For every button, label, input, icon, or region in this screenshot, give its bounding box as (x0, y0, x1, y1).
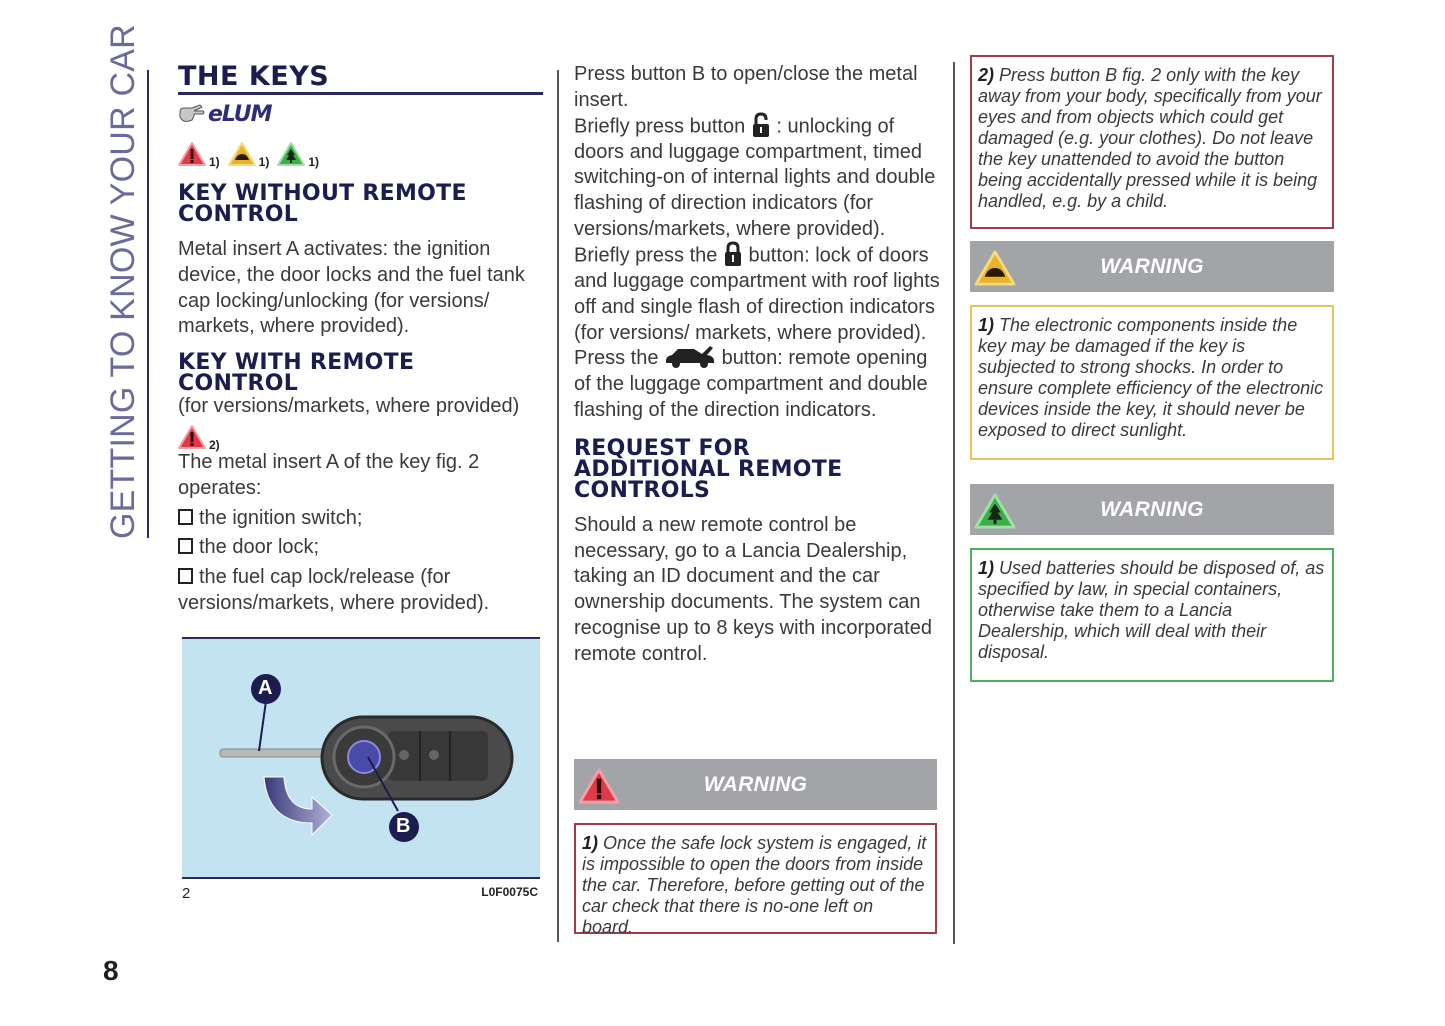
section-heading: REQUEST FOR ADDITIONAL REMOTE CONTROLS (574, 435, 843, 503)
key-fob-illustration (182, 639, 540, 877)
figure-label-b: B (396, 814, 411, 837)
warning-icons-row (178, 137, 543, 167)
green-warning-header (970, 484, 1334, 535)
paragraph: Briefly press button : unlocking of doors and luggage compartment, timed switching-on of internal lights and double flashing of direction indicators (for versions/markets, where provided). (574, 114, 940, 243)
yellow-car-triangle-icon (228, 141, 256, 167)
car-trunk-open-icon (664, 345, 716, 369)
locked-padlock-icon (723, 241, 743, 267)
unlocked-padlock-icon (751, 112, 771, 138)
list-item: the ignition switch; (178, 506, 543, 532)
red-warning-block (574, 759, 937, 937)
side-title-text: GETTING TO KNOW YOUR CAR (104, 24, 142, 539)
warning-label: WARNING (1100, 497, 1204, 521)
warning-note: 1) Used batteries should be disposed of, as specified by law, in special containers, otherwise take them to a Lancia Dealership, which will deal with their disposal. (970, 548, 1334, 682)
green-tree-triangle-icon (277, 141, 305, 167)
warning-note: 1) The electronic components inside the key may be damaged if the key is subjected to strong shocks. In order to ensure complete efficiency of the electronic devices inside the key, it should never be exposed to direct sunlight. (970, 305, 1334, 460)
red-warning-triangle-icon (578, 767, 620, 805)
red-warning-triangle-icon (178, 424, 206, 450)
footnote-ref[interactable]: 1) (308, 155, 320, 169)
footnote-ref[interactable]: 1) (209, 155, 220, 169)
column-divider-1 (557, 70, 559, 942)
elum-reference[interactable] (178, 99, 543, 129)
section-body: Should a new remote control be necessary, go to a Lancia Dealership, taking an ID document and the car ownership documents. The system can recognise up to 8 keys with incorporated remote control. (574, 513, 932, 665)
key-figure (182, 637, 540, 879)
checkbox-bullet-icon (178, 509, 193, 525)
section-key-without-remote (178, 183, 543, 340)
column-2 (574, 62, 940, 937)
figure-code: L0F0075C (481, 884, 538, 899)
warning-ref-row (178, 424, 543, 450)
column-1 (178, 62, 543, 902)
warning-label: WARNING (703, 772, 808, 796)
column-divider-2 (953, 62, 955, 944)
warning-note-2: 2) Press button B fig. 2 only with the key away from your body, specifically from your eyes and from objects which could get damaged (e.g. your clothes). Do not leave the key unattended to avoid the button being accidentally pressed while it is being handled, e.g. by a child. (970, 55, 1334, 229)
section-heading: KEY WITHOUT REMOTE CONTROL (178, 181, 467, 227)
page-number: 8 (103, 955, 119, 986)
footnote-ref[interactable]: 2) (209, 437, 220, 452)
yellow-warning-header (970, 241, 1334, 292)
figure-number: 2 (182, 884, 191, 902)
checkbox-bullet-icon (178, 568, 193, 584)
paragraph: Briefly press the button: lock of doors and luggage compartment with roof lights off and single flash of direction indicators (for versions/ markets, where provided). (574, 243, 940, 346)
side-section-title (104, 24, 144, 539)
section-body: The metal insert A of the key fig. 2 operates: (178, 450, 480, 499)
checkbox-bullet-icon (178, 538, 193, 554)
section-subtitle: (for versions/markets, where provided) (178, 395, 520, 418)
figure-caption (182, 885, 538, 902)
footnote-ref[interactable]: 1) (258, 155, 270, 169)
section-body: Metal insert A activates: the ignition device, the door locks and the fuel tank cap locking/unlocking (for versions/ markets, where provided). (178, 238, 525, 338)
warning-header (574, 759, 937, 810)
list-item: the door lock; (178, 535, 543, 561)
section-additional-remote (574, 435, 940, 668)
green-tree-triangle-icon (974, 492, 1016, 530)
side-rule-divider (147, 70, 149, 538)
page-title: THE KEYS (178, 62, 543, 95)
pointing-hand-icon (178, 104, 206, 124)
red-warning-triangle-icon (178, 141, 206, 167)
warning-note: 1) Once the safe lock system is engaged, it is impossible to open the doors from inside the car. Therefore, before getting out of the car check that there is no-one left on board. (574, 823, 937, 934)
paragraph: Press the button: remote opening of the luggage compartment and double flashing of the direction indicators. (574, 346, 940, 423)
elum-label: eLUM (208, 101, 272, 127)
figure-label-a: A (258, 676, 273, 699)
section-key-with-remote (178, 352, 543, 617)
paragraph: Press button B to open/close the metal insert. (574, 63, 918, 111)
warning-label: WARNING (1100, 254, 1204, 278)
list-item: the fuel cap lock/release (for versions/markets, where provided). (178, 566, 490, 614)
column-3 (970, 55, 1334, 682)
section-heading: KEY WITH REMOTE CONTROL (178, 350, 415, 397)
yellow-car-triangle-icon (974, 249, 1016, 287)
